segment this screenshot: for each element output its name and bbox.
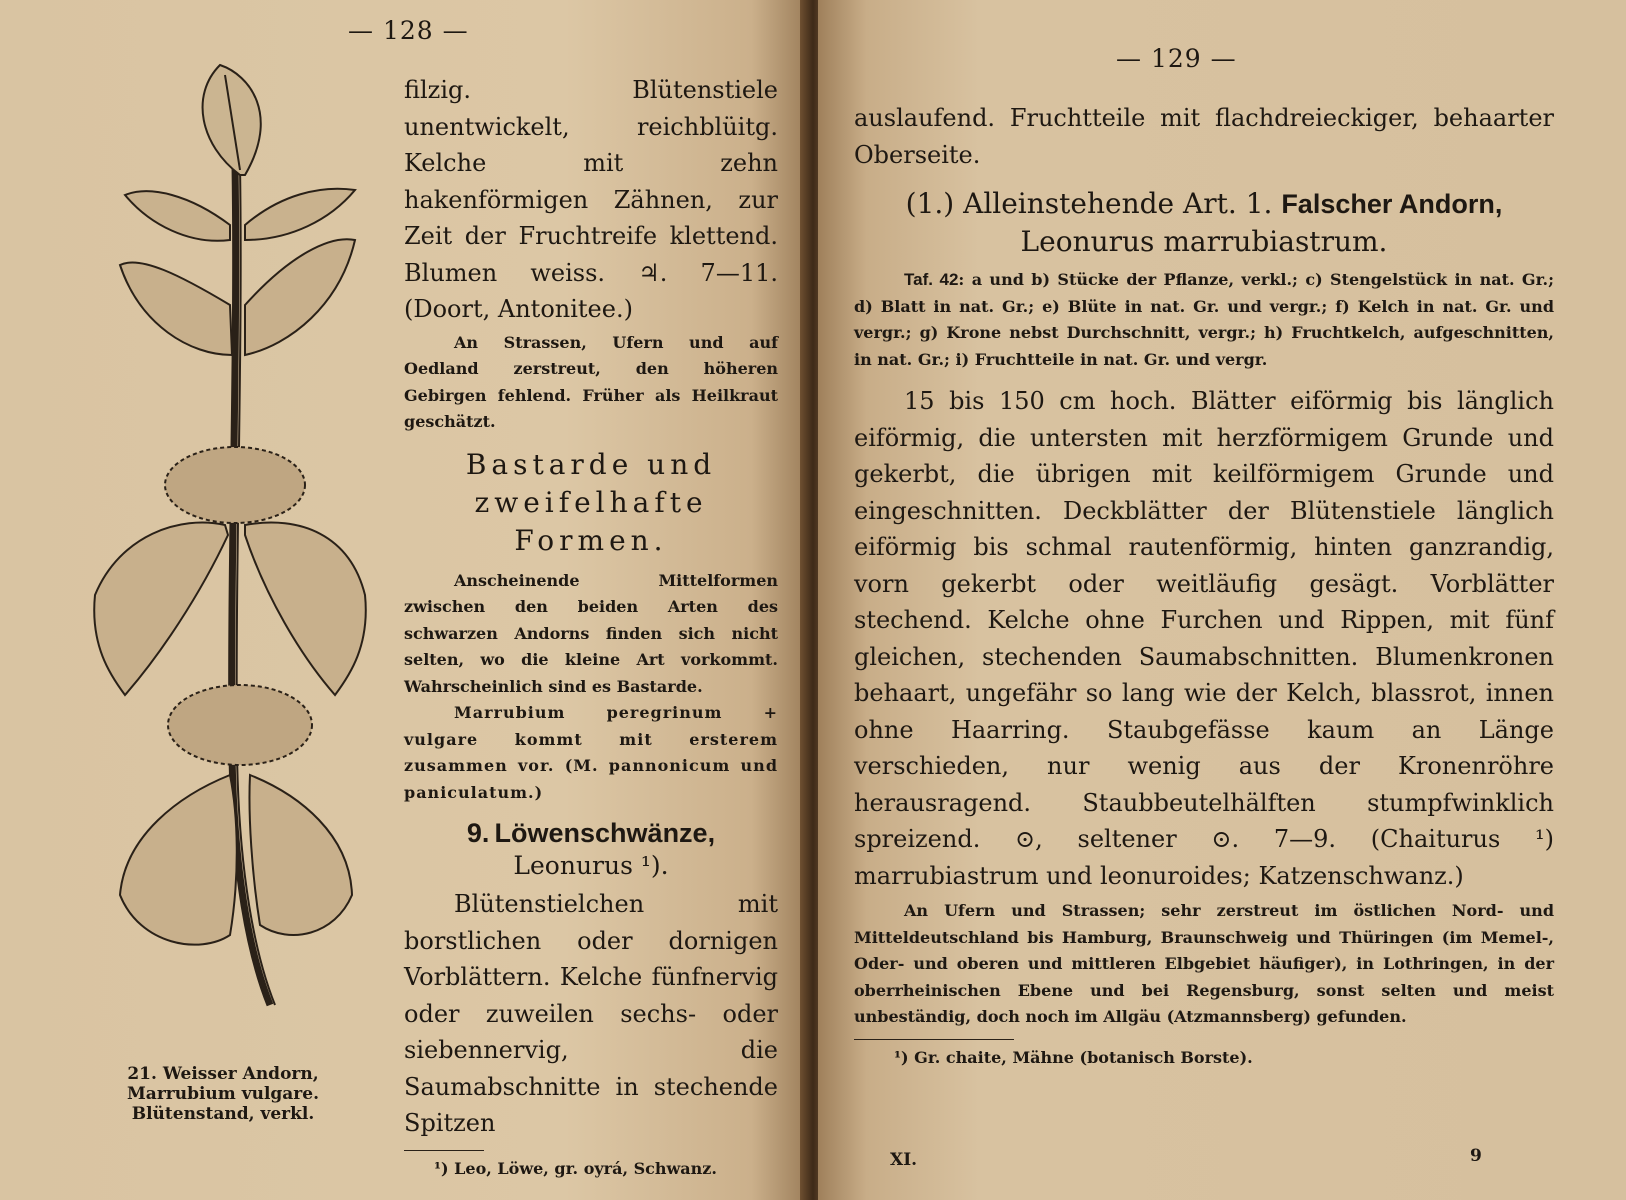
species-number: 1. <box>1245 187 1273 220</box>
right-text-column <box>854 100 1554 1067</box>
species-name: Falscher Andorn, <box>1281 189 1503 219</box>
genus-heading <box>404 818 778 880</box>
habitat-paragraph: An Ufern und Strassen; sehr zerstreut im östlichen Nord- und Mitteldeutschland bis Hamburg, Braunschweig und Thüringen (im Memel-, Oder- und oberen und mittleren Elbgebiet häufiger), in Lothringen, in der oberrheinischen Ebene und bei Regensburg, sonst selten und meist unbeständig, doch noch im Allgäu (Atzmannsberg) gefunden. <box>854 901 1554 1026</box>
paragraph: filzig. Blütenstiele unentwickelt, reichblüitg. Kelche mit zehn hakenförmigen Zähnen, zur Zeit der Fruchtreife klettend. Blumen weiss. ♃. 7—11. (Doort, Antonitee.) <box>404 76 778 323</box>
habitat-paragraph: An Strassen, Ufern und auf Oedland zerstreut, den höheren Gebirgen fehlend. Früher als Heilkraut geschätzt. <box>404 332 778 431</box>
species-latin: Leonurus marrubiastrum. <box>1020 225 1388 258</box>
footnote-rule <box>854 1039 1014 1040</box>
footnote: ¹) Gr. chaite, Mähne (botanisch Borste). <box>894 1047 1253 1067</box>
genus-name: Löwenschwänze, <box>494 818 716 848</box>
right-page <box>818 0 1626 1200</box>
page-number-left: — 128 — <box>348 16 469 45</box>
genus-number: 9. <box>466 818 490 848</box>
description-paragraph: 15 bis 150 cm hoch. Blätter eiförmig bis länglich eiförmig, die untersten mit herzförmigem Grunde und gekerbt, die übrigen mit keilförmigem Grunde und eingeschnitten. Deckblätter der Blütenstiele länglich eiförmig bis schmal rautenförmig, hinten ganzrandig, vorn gekerbt oder weitläufig gesägt. Vorblätter stechend. Kelche ohne Furchen und Rippen, mit fünf gleichen, stechenden Saumabschnitten. Blumenkronen behaart, ungefähr so lang wie der Kelch, blassrot, innen ohne Haarring. Staubgefässe kaum an Länge verschieden, nur wenig aus der Kronenröhre herausragend. Staubbeutelhälften stumpfwinklich spreizend. ⊙, seltener ⊙. 7—9. (Chaiturus ¹) marrubiastrum und leonuroides; Katzenschwanz.) <box>854 387 1554 890</box>
species-prefix: (1.) Alleinstehende Art. <box>905 187 1237 220</box>
plate-legend <box>854 267 1554 373</box>
page-number-right: — 129 — <box>1116 44 1237 73</box>
figure-caption: 21. Weisser Andorn, Marrubium vulgare. Blütenstand, verkl. <box>126 1064 319 1124</box>
left-page <box>0 0 808 1200</box>
plate-text: : a und b) Stücke der Pflanze, verkl.; c) Stengelstück in nat. Gr.; d) Blatt in nat. Gr.; e) Blüte in nat. Gr. und vergr.; f) Kelch in nat. Gr. und vergr.; g) Krone nebst Durchschnitt, vergr.; h) Fruchtkelch, aufgeschnitten, in nat. Gr.; i) Fruchtteile in nat. Gr. und vergr. <box>854 270 1555 369</box>
paragraph: auslaufend. Fruchtteile mit flachdreieckiger, behaarter Oberseite. <box>854 104 1554 169</box>
paragraph: Marrubium peregrinum + vulgare kommt mit ersterem zusammen vor. (M. pannonicum und paniculatum.) <box>404 703 778 802</box>
footnote-rule <box>404 1150 484 1151</box>
section-heading: Bastarde und zweifelhafte Formen. <box>465 447 717 557</box>
paragraph: Blütenstielchen mit borstlichen oder dornigen Vorblättern. Kelche fünfnervig oder zuweilen sechs- oder siebennervig, die Saumabschnitte in stechende Spitzen <box>404 890 778 1137</box>
plate-label: Taf. 42 <box>904 270 959 289</box>
plant-illustration <box>80 55 380 1055</box>
paragraph: Anscheinende Mittelformen zwischen den beiden Arten des schwarzen Andorns finden sich nicht selten, wo die kleine Art vorkommt. Wahrscheinlich sind es Bastarde. <box>404 570 778 696</box>
genus-latin: Leonurus ¹). <box>513 851 669 880</box>
left-text-column <box>404 72 778 1178</box>
signature-mark: XI. <box>890 1150 918 1170</box>
footnote: ¹) Leo, Löwe, gr. oyrá, Schwanz. <box>434 1158 717 1178</box>
species-heading <box>854 185 1554 261</box>
sheet-number: 9 <box>1470 1146 1482 1166</box>
